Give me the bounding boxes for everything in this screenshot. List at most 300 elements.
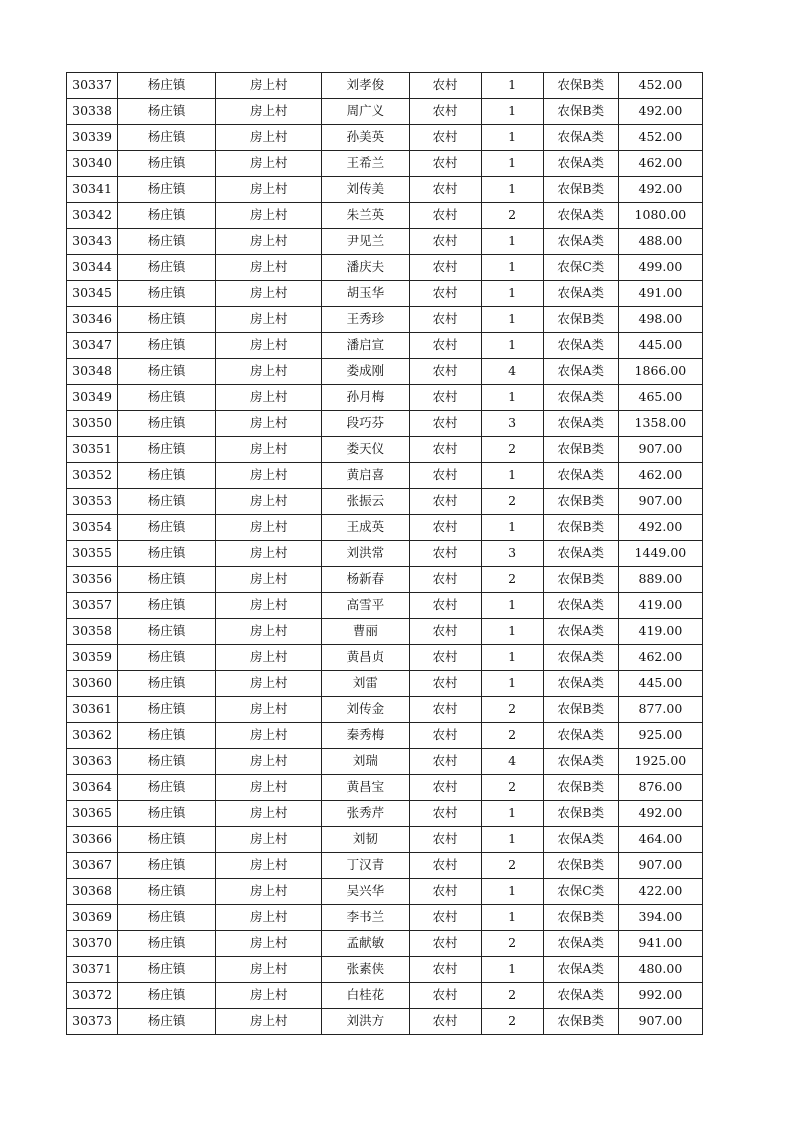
cell-area-type: 农村 xyxy=(409,853,481,879)
cell-record-id: 30349 xyxy=(67,385,118,411)
table-row xyxy=(67,515,703,541)
cell-name: 黄昌宝 xyxy=(322,775,409,801)
cell-name: 丁汉青 xyxy=(322,853,409,879)
cell-town: 杨庄镇 xyxy=(118,151,216,177)
cell-amount: 445.00 xyxy=(618,333,702,359)
table-row xyxy=(67,489,703,515)
cell-household-size: 2 xyxy=(481,437,543,463)
cell-village: 房上村 xyxy=(216,151,322,177)
cell-household-size: 1 xyxy=(481,73,543,99)
cell-amount: 492.00 xyxy=(618,177,702,203)
cell-amount: 492.00 xyxy=(618,515,702,541)
data-sheet xyxy=(66,72,703,1035)
table-row xyxy=(67,957,703,983)
cell-record-id: 30359 xyxy=(67,645,118,671)
cell-insurance-category: 农保A类 xyxy=(543,281,618,307)
cell-amount: 492.00 xyxy=(618,801,702,827)
cell-amount: 1080.00 xyxy=(618,203,702,229)
table-row xyxy=(67,411,703,437)
cell-record-id: 30371 xyxy=(67,957,118,983)
table-row xyxy=(67,125,703,151)
cell-village: 房上村 xyxy=(216,463,322,489)
cell-insurance-category: 农保B类 xyxy=(543,567,618,593)
cell-household-size: 3 xyxy=(481,541,543,567)
cell-town: 杨庄镇 xyxy=(118,853,216,879)
cell-amount: 480.00 xyxy=(618,957,702,983)
cell-area-type: 农村 xyxy=(409,489,481,515)
table-row xyxy=(67,73,703,99)
cell-village: 房上村 xyxy=(216,697,322,723)
cell-amount: 394.00 xyxy=(618,905,702,931)
cell-area-type: 农村 xyxy=(409,203,481,229)
cell-village: 房上村 xyxy=(216,671,322,697)
cell-insurance-category: 农保A类 xyxy=(543,619,618,645)
cell-village: 房上村 xyxy=(216,125,322,151)
cell-record-id: 30341 xyxy=(67,177,118,203)
cell-name: 段巧芬 xyxy=(322,411,409,437)
cell-town: 杨庄镇 xyxy=(118,697,216,723)
cell-area-type: 农村 xyxy=(409,619,481,645)
cell-household-size: 1 xyxy=(481,957,543,983)
cell-name: 孟献敏 xyxy=(322,931,409,957)
cell-household-size: 1 xyxy=(481,99,543,125)
cell-record-id: 30361 xyxy=(67,697,118,723)
cell-village: 房上村 xyxy=(216,359,322,385)
cell-name: 尹见兰 xyxy=(322,229,409,255)
cell-area-type: 农村 xyxy=(409,73,481,99)
cell-insurance-category: 农保A类 xyxy=(543,541,618,567)
cell-record-id: 30365 xyxy=(67,801,118,827)
cell-insurance-category: 农保A类 xyxy=(543,463,618,489)
cell-name: 曹丽 xyxy=(322,619,409,645)
cell-household-size: 2 xyxy=(481,723,543,749)
cell-town: 杨庄镇 xyxy=(118,983,216,1009)
cell-town: 杨庄镇 xyxy=(118,437,216,463)
cell-town: 杨庄镇 xyxy=(118,515,216,541)
cell-household-size: 1 xyxy=(481,463,543,489)
cell-village: 房上村 xyxy=(216,723,322,749)
cell-town: 杨庄镇 xyxy=(118,255,216,281)
table-row xyxy=(67,437,703,463)
cell-amount: 941.00 xyxy=(618,931,702,957)
cell-amount: 464.00 xyxy=(618,827,702,853)
cell-household-size: 2 xyxy=(481,931,543,957)
cell-village: 房上村 xyxy=(216,1009,322,1035)
cell-town: 杨庄镇 xyxy=(118,671,216,697)
cell-village: 房上村 xyxy=(216,385,322,411)
cell-record-id: 30340 xyxy=(67,151,118,177)
cell-village: 房上村 xyxy=(216,957,322,983)
cell-town: 杨庄镇 xyxy=(118,333,216,359)
cell-area-type: 农村 xyxy=(409,671,481,697)
table-row xyxy=(67,983,703,1009)
cell-household-size: 1 xyxy=(481,619,543,645)
cell-insurance-category: 农保A类 xyxy=(543,593,618,619)
cell-amount: 422.00 xyxy=(618,879,702,905)
cell-name: 吴兴华 xyxy=(322,879,409,905)
cell-name: 李书兰 xyxy=(322,905,409,931)
cell-record-id: 30350 xyxy=(67,411,118,437)
cell-village: 房上村 xyxy=(216,437,322,463)
cell-insurance-category: 农保A类 xyxy=(543,203,618,229)
cell-area-type: 农村 xyxy=(409,515,481,541)
cell-record-id: 30373 xyxy=(67,1009,118,1035)
cell-village: 房上村 xyxy=(216,775,322,801)
cell-area-type: 农村 xyxy=(409,411,481,437)
cell-name: 杨新春 xyxy=(322,567,409,593)
table-row xyxy=(67,99,703,125)
table-row xyxy=(67,359,703,385)
cell-record-id: 30346 xyxy=(67,307,118,333)
cell-insurance-category: 农保A类 xyxy=(543,385,618,411)
cell-name: 王希兰 xyxy=(322,151,409,177)
cell-record-id: 30354 xyxy=(67,515,118,541)
cell-town: 杨庄镇 xyxy=(118,619,216,645)
cell-insurance-category: 农保B类 xyxy=(543,515,618,541)
cell-household-size: 2 xyxy=(481,853,543,879)
cell-record-id: 30348 xyxy=(67,359,118,385)
cell-insurance-category: 农保B类 xyxy=(543,307,618,333)
cell-insurance-category: 农保C类 xyxy=(543,255,618,281)
cell-record-id: 30339 xyxy=(67,125,118,151)
cell-insurance-category: 农保A类 xyxy=(543,931,618,957)
cell-village: 房上村 xyxy=(216,593,322,619)
cell-record-id: 30342 xyxy=(67,203,118,229)
cell-village: 房上村 xyxy=(216,749,322,775)
cell-area-type: 农村 xyxy=(409,827,481,853)
cell-town: 杨庄镇 xyxy=(118,73,216,99)
cell-area-type: 农村 xyxy=(409,541,481,567)
cell-area-type: 农村 xyxy=(409,281,481,307)
cell-area-type: 农村 xyxy=(409,775,481,801)
cell-town: 杨庄镇 xyxy=(118,593,216,619)
cell-town: 杨庄镇 xyxy=(118,125,216,151)
cell-town: 杨庄镇 xyxy=(118,229,216,255)
cell-village: 房上村 xyxy=(216,827,322,853)
records-table xyxy=(66,72,703,1035)
cell-area-type: 农村 xyxy=(409,437,481,463)
cell-town: 杨庄镇 xyxy=(118,203,216,229)
cell-household-size: 2 xyxy=(481,489,543,515)
cell-insurance-category: 农保A类 xyxy=(543,671,618,697)
cell-name: 王成英 xyxy=(322,515,409,541)
cell-household-size: 1 xyxy=(481,645,543,671)
cell-household-size: 1 xyxy=(481,827,543,853)
cell-town: 杨庄镇 xyxy=(118,177,216,203)
cell-name: 张秀芹 xyxy=(322,801,409,827)
table-row xyxy=(67,931,703,957)
table-row xyxy=(67,749,703,775)
cell-area-type: 农村 xyxy=(409,125,481,151)
cell-village: 房上村 xyxy=(216,203,322,229)
cell-insurance-category: 农保A类 xyxy=(543,411,618,437)
cell-amount: 877.00 xyxy=(618,697,702,723)
cell-name: 孙美英 xyxy=(322,125,409,151)
cell-household-size: 2 xyxy=(481,567,543,593)
cell-area-type: 农村 xyxy=(409,463,481,489)
cell-name: 潘启宣 xyxy=(322,333,409,359)
table-row xyxy=(67,619,703,645)
table-row xyxy=(67,801,703,827)
cell-village: 房上村 xyxy=(216,983,322,1009)
cell-amount: 907.00 xyxy=(618,1009,702,1035)
cell-area-type: 农村 xyxy=(409,255,481,281)
cell-village: 房上村 xyxy=(216,489,322,515)
cell-insurance-category: 农保B类 xyxy=(543,801,618,827)
cell-town: 杨庄镇 xyxy=(118,749,216,775)
cell-village: 房上村 xyxy=(216,411,322,437)
cell-area-type: 农村 xyxy=(409,723,481,749)
cell-insurance-category: 农保B类 xyxy=(543,775,618,801)
cell-household-size: 3 xyxy=(481,411,543,437)
cell-village: 房上村 xyxy=(216,853,322,879)
cell-amount: 907.00 xyxy=(618,853,702,879)
cell-insurance-category: 农保A类 xyxy=(543,723,618,749)
table-row xyxy=(67,905,703,931)
cell-household-size: 1 xyxy=(481,671,543,697)
cell-name: 娄天仪 xyxy=(322,437,409,463)
cell-village: 房上村 xyxy=(216,879,322,905)
cell-town: 杨庄镇 xyxy=(118,489,216,515)
cell-area-type: 农村 xyxy=(409,567,481,593)
cell-amount: 925.00 xyxy=(618,723,702,749)
cell-insurance-category: 农保A类 xyxy=(543,229,618,255)
cell-amount: 889.00 xyxy=(618,567,702,593)
cell-amount: 419.00 xyxy=(618,593,702,619)
cell-town: 杨庄镇 xyxy=(118,645,216,671)
cell-household-size: 2 xyxy=(481,1009,543,1035)
cell-town: 杨庄镇 xyxy=(118,307,216,333)
table-row xyxy=(67,229,703,255)
cell-amount: 1866.00 xyxy=(618,359,702,385)
cell-amount: 492.00 xyxy=(618,99,702,125)
cell-record-id: 30362 xyxy=(67,723,118,749)
cell-insurance-category: 农保B类 xyxy=(543,177,618,203)
cell-area-type: 农村 xyxy=(409,151,481,177)
cell-area-type: 农村 xyxy=(409,593,481,619)
cell-insurance-category: 农保A类 xyxy=(543,125,618,151)
cell-insurance-category: 农保A类 xyxy=(543,957,618,983)
cell-record-id: 30363 xyxy=(67,749,118,775)
cell-name: 娄成刚 xyxy=(322,359,409,385)
cell-household-size: 1 xyxy=(481,307,543,333)
cell-household-size: 1 xyxy=(481,125,543,151)
cell-record-id: 30345 xyxy=(67,281,118,307)
cell-amount: 1358.00 xyxy=(618,411,702,437)
cell-insurance-category: 农保B类 xyxy=(543,73,618,99)
cell-village: 房上村 xyxy=(216,931,322,957)
cell-area-type: 农村 xyxy=(409,99,481,125)
cell-name: 刘韧 xyxy=(322,827,409,853)
table-row xyxy=(67,1009,703,1035)
cell-amount: 462.00 xyxy=(618,645,702,671)
cell-area-type: 农村 xyxy=(409,229,481,255)
table-row xyxy=(67,203,703,229)
cell-area-type: 农村 xyxy=(409,307,481,333)
cell-name: 白桂花 xyxy=(322,983,409,1009)
table-row xyxy=(67,151,703,177)
cell-record-id: 30364 xyxy=(67,775,118,801)
cell-household-size: 2 xyxy=(481,775,543,801)
cell-amount: 465.00 xyxy=(618,385,702,411)
cell-village: 房上村 xyxy=(216,905,322,931)
cell-record-id: 30343 xyxy=(67,229,118,255)
cell-insurance-category: 农保A类 xyxy=(543,827,618,853)
cell-name: 刘洪方 xyxy=(322,1009,409,1035)
cell-name: 朱兰英 xyxy=(322,203,409,229)
cell-record-id: 30358 xyxy=(67,619,118,645)
cell-name: 潘庆夫 xyxy=(322,255,409,281)
cell-town: 杨庄镇 xyxy=(118,463,216,489)
cell-record-id: 30370 xyxy=(67,931,118,957)
cell-household-size: 1 xyxy=(481,879,543,905)
cell-town: 杨庄镇 xyxy=(118,905,216,931)
table-row xyxy=(67,775,703,801)
cell-household-size: 1 xyxy=(481,333,543,359)
cell-town: 杨庄镇 xyxy=(118,827,216,853)
cell-amount: 499.00 xyxy=(618,255,702,281)
cell-insurance-category: 农保A类 xyxy=(543,983,618,1009)
cell-record-id: 30347 xyxy=(67,333,118,359)
cell-household-size: 1 xyxy=(481,515,543,541)
table-row xyxy=(67,307,703,333)
cell-village: 房上村 xyxy=(216,619,322,645)
table-row xyxy=(67,697,703,723)
cell-name: 刘瑞 xyxy=(322,749,409,775)
table-row xyxy=(67,463,703,489)
cell-amount: 419.00 xyxy=(618,619,702,645)
cell-area-type: 农村 xyxy=(409,983,481,1009)
cell-village: 房上村 xyxy=(216,333,322,359)
cell-area-type: 农村 xyxy=(409,905,481,931)
cell-name: 周广义 xyxy=(322,99,409,125)
cell-record-id: 30368 xyxy=(67,879,118,905)
cell-area-type: 农村 xyxy=(409,931,481,957)
table-row xyxy=(67,879,703,905)
cell-record-id: 30338 xyxy=(67,99,118,125)
cell-town: 杨庄镇 xyxy=(118,99,216,125)
cell-record-id: 30357 xyxy=(67,593,118,619)
cell-village: 房上村 xyxy=(216,801,322,827)
cell-name: 刘传美 xyxy=(322,177,409,203)
cell-name: 张素侠 xyxy=(322,957,409,983)
cell-town: 杨庄镇 xyxy=(118,567,216,593)
cell-area-type: 农村 xyxy=(409,385,481,411)
cell-insurance-category: 农保B类 xyxy=(543,489,618,515)
cell-household-size: 1 xyxy=(481,281,543,307)
cell-insurance-category: 农保A类 xyxy=(543,645,618,671)
table-row xyxy=(67,593,703,619)
cell-amount: 488.00 xyxy=(618,229,702,255)
cell-area-type: 农村 xyxy=(409,957,481,983)
cell-household-size: 2 xyxy=(481,983,543,1009)
table-row xyxy=(67,541,703,567)
cell-amount: 1925.00 xyxy=(618,749,702,775)
cell-amount: 452.00 xyxy=(618,125,702,151)
cell-amount: 491.00 xyxy=(618,281,702,307)
table-row xyxy=(67,723,703,749)
cell-town: 杨庄镇 xyxy=(118,723,216,749)
cell-record-id: 30367 xyxy=(67,853,118,879)
cell-record-id: 30352 xyxy=(67,463,118,489)
cell-insurance-category: 农保A类 xyxy=(543,333,618,359)
table-row xyxy=(67,567,703,593)
cell-name: 秦秀梅 xyxy=(322,723,409,749)
cell-name: 黄昌贞 xyxy=(322,645,409,671)
cell-record-id: 30351 xyxy=(67,437,118,463)
cell-amount: 498.00 xyxy=(618,307,702,333)
cell-household-size: 4 xyxy=(481,749,543,775)
cell-village: 房上村 xyxy=(216,255,322,281)
cell-village: 房上村 xyxy=(216,281,322,307)
cell-town: 杨庄镇 xyxy=(118,775,216,801)
cell-area-type: 农村 xyxy=(409,1009,481,1035)
cell-name: 王秀珍 xyxy=(322,307,409,333)
cell-household-size: 1 xyxy=(481,151,543,177)
cell-record-id: 30337 xyxy=(67,73,118,99)
cell-village: 房上村 xyxy=(216,541,322,567)
cell-town: 杨庄镇 xyxy=(118,281,216,307)
cell-village: 房上村 xyxy=(216,567,322,593)
cell-village: 房上村 xyxy=(216,177,322,203)
cell-town: 杨庄镇 xyxy=(118,931,216,957)
cell-household-size: 2 xyxy=(481,697,543,723)
table-row xyxy=(67,671,703,697)
table-row xyxy=(67,645,703,671)
cell-area-type: 农村 xyxy=(409,801,481,827)
cell-amount: 907.00 xyxy=(618,489,702,515)
cell-area-type: 农村 xyxy=(409,333,481,359)
cell-town: 杨庄镇 xyxy=(118,957,216,983)
cell-name: 刘雷 xyxy=(322,671,409,697)
cell-amount: 876.00 xyxy=(618,775,702,801)
cell-town: 杨庄镇 xyxy=(118,385,216,411)
cell-town: 杨庄镇 xyxy=(118,879,216,905)
cell-amount: 462.00 xyxy=(618,463,702,489)
cell-village: 房上村 xyxy=(216,229,322,255)
cell-name: 胡玉华 xyxy=(322,281,409,307)
cell-insurance-category: 农保B类 xyxy=(543,437,618,463)
cell-name: 刘洪常 xyxy=(322,541,409,567)
cell-household-size: 1 xyxy=(481,905,543,931)
cell-record-id: 30369 xyxy=(67,905,118,931)
table-body xyxy=(67,73,703,1035)
cell-record-id: 30356 xyxy=(67,567,118,593)
cell-insurance-category: 农保B类 xyxy=(543,1009,618,1035)
cell-household-size: 1 xyxy=(481,229,543,255)
cell-record-id: 30353 xyxy=(67,489,118,515)
cell-record-id: 30344 xyxy=(67,255,118,281)
cell-amount: 462.00 xyxy=(618,151,702,177)
cell-insurance-category: 农保C类 xyxy=(543,879,618,905)
cell-name: 孙月梅 xyxy=(322,385,409,411)
table-row xyxy=(67,177,703,203)
cell-area-type: 农村 xyxy=(409,749,481,775)
cell-insurance-category: 农保B类 xyxy=(543,853,618,879)
cell-village: 房上村 xyxy=(216,307,322,333)
cell-household-size: 4 xyxy=(481,359,543,385)
cell-name: 张振云 xyxy=(322,489,409,515)
cell-household-size: 1 xyxy=(481,177,543,203)
cell-village: 房上村 xyxy=(216,645,322,671)
cell-household-size: 1 xyxy=(481,801,543,827)
cell-name: 黄启喜 xyxy=(322,463,409,489)
cell-amount: 445.00 xyxy=(618,671,702,697)
table-row xyxy=(67,385,703,411)
cell-area-type: 农村 xyxy=(409,359,481,385)
cell-record-id: 30366 xyxy=(67,827,118,853)
table-row xyxy=(67,827,703,853)
